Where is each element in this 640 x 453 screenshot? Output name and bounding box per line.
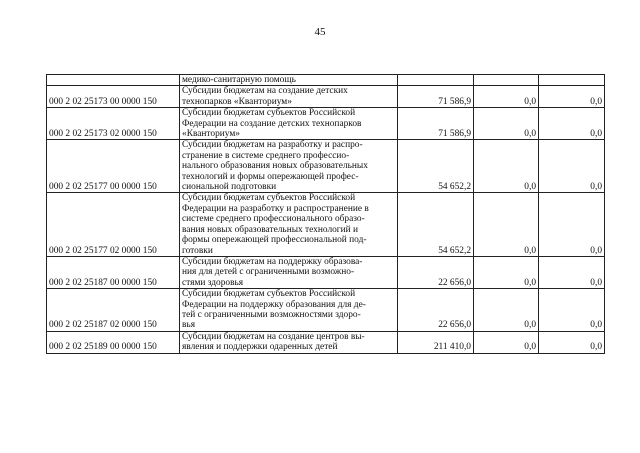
amount-cell-3 bbox=[539, 75, 605, 86]
description-line: Субсидии бюджетам субъектов Российской bbox=[182, 193, 356, 204]
budget-code-cell: 000 2 02 25189 00 0000 150 bbox=[47, 331, 180, 353]
description-cell bbox=[180, 75, 398, 86]
table-row bbox=[47, 140, 605, 193]
amount-cell-1: 54 652,2 bbox=[398, 140, 474, 193]
table-row bbox=[47, 289, 605, 332]
description-line: системе среднего профессионального образо- bbox=[182, 214, 365, 225]
budget-code-cell bbox=[47, 75, 180, 86]
table-row bbox=[47, 256, 605, 288]
amount-cell-1: 54 652,2 bbox=[398, 193, 474, 256]
amount-cell-1 bbox=[398, 75, 474, 86]
description-line: Федерации на создание детских технопарков bbox=[182, 118, 362, 129]
amount-cell-1: 71 586,9 bbox=[398, 86, 474, 108]
budget-code-cell: 000 2 02 25177 00 0000 150 bbox=[47, 140, 180, 193]
description-cell bbox=[180, 331, 398, 353]
description-line: готовки bbox=[182, 245, 213, 256]
amount-cell-3: 0,0 bbox=[539, 140, 605, 193]
description-cell bbox=[180, 256, 398, 288]
description-line: Субсидии бюджетам на создание детских bbox=[182, 86, 348, 97]
description-line: формы опережающей профессиональной под- bbox=[182, 235, 367, 246]
description-line: Субсидии бюджетам субъектов Российской bbox=[182, 108, 356, 119]
table-body bbox=[47, 75, 605, 354]
description-line: «Кванториум» bbox=[182, 129, 240, 140]
description-line: технопарков «Кванториум» bbox=[182, 96, 292, 107]
budget-code-cell: 000 2 02 25173 02 0000 150 bbox=[47, 108, 180, 140]
amount-cell-3: 0,0 bbox=[539, 108, 605, 140]
amount-cell-2: 0,0 bbox=[474, 108, 539, 140]
table-row bbox=[47, 86, 605, 108]
amount-cell-1: 71 586,9 bbox=[398, 108, 474, 140]
amount-cell-2: 0,0 bbox=[474, 289, 539, 332]
description-line: вания новых образовательных технологий и bbox=[182, 224, 359, 235]
amount-cell-3: 0,0 bbox=[539, 331, 605, 353]
table-row bbox=[47, 108, 605, 140]
description-cell bbox=[180, 193, 398, 256]
description-line: тей с ограниченными возможностями здоро- bbox=[182, 309, 361, 320]
budget-table bbox=[46, 74, 605, 354]
description-line: явления и поддержки одаренных детей bbox=[182, 342, 338, 353]
table-row bbox=[47, 193, 605, 256]
description-line: стями здоровья bbox=[182, 277, 244, 288]
description-cell bbox=[180, 289, 398, 332]
description-line: сиональной подготовки bbox=[182, 182, 277, 193]
table-row bbox=[47, 331, 605, 353]
description-line: Субсидии бюджетам на создание центров вы- bbox=[182, 331, 365, 342]
description-line: Субсидии бюджетам субъектов Российской bbox=[182, 289, 356, 300]
amount-cell-3: 0,0 bbox=[539, 289, 605, 332]
description-line: Субсидии бюджетам на поддержку образова- bbox=[182, 256, 363, 267]
amount-cell-1: 211 410,0 bbox=[398, 331, 474, 353]
amount-cell-2: 0,0 bbox=[474, 86, 539, 108]
amount-cell-1: 22 656,0 bbox=[398, 256, 474, 288]
amount-cell-3: 0,0 bbox=[539, 86, 605, 108]
amount-cell-2: 0,0 bbox=[474, 140, 539, 193]
amount-cell-3: 0,0 bbox=[539, 193, 605, 256]
amount-cell-3: 0,0 bbox=[539, 256, 605, 288]
amount-cell-2: 0,0 bbox=[474, 256, 539, 288]
description-line: ния для детей с ограниченными возможно- bbox=[182, 267, 355, 278]
description-line: медико-санитарную помощь bbox=[182, 75, 296, 85]
budget-code-cell: 000 2 02 25177 02 0000 150 bbox=[47, 193, 180, 256]
description-line: нального образования новых образовательных bbox=[182, 161, 368, 172]
amount-cell-2: 0,0 bbox=[474, 193, 539, 256]
description-cell bbox=[180, 108, 398, 140]
description-line: странение в системе среднего профессио- bbox=[182, 150, 350, 161]
description-line: технологий и формы опережающей профес- bbox=[182, 171, 359, 182]
budget-code-cell: 000 2 02 25187 02 0000 150 bbox=[47, 289, 180, 332]
description-cell bbox=[180, 140, 398, 193]
table-row bbox=[47, 75, 605, 86]
description-line: вья bbox=[182, 320, 196, 331]
budget-code-cell: 000 2 02 25187 00 0000 150 bbox=[47, 256, 180, 288]
page-number: 45 bbox=[314, 26, 326, 38]
description-cell bbox=[180, 86, 398, 108]
amount-cell-2: 0,0 bbox=[474, 331, 539, 353]
description-line: Федерации на поддержку образования для де- bbox=[182, 299, 366, 310]
amount-cell-1: 22 656,0 bbox=[398, 289, 474, 332]
description-line: Субсидии бюджетам на разработку и распро- bbox=[182, 140, 363, 151]
description-line: Федерации на разработку и распространение в bbox=[182, 203, 369, 214]
amount-cell-2 bbox=[474, 75, 539, 86]
budget-code-cell: 000 2 02 25173 00 0000 150 bbox=[47, 86, 180, 108]
